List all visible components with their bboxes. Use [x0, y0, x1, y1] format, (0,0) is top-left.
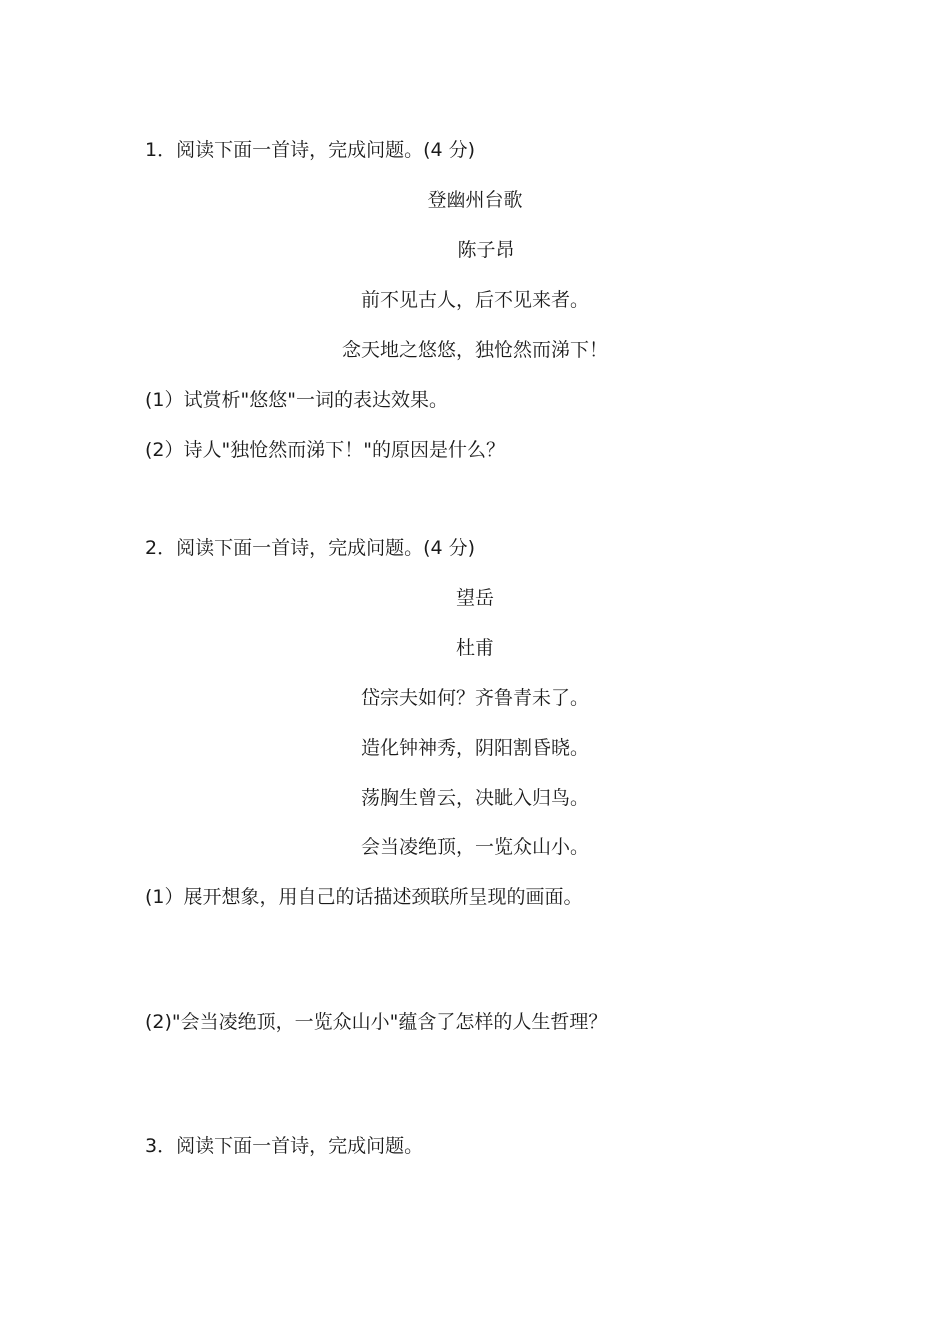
q2-sub-question: (1）展开想象，用自己的话描述颈联所呈现的画面。	[145, 886, 583, 908]
q2-heading: 2．阅读下面一首诗，完成问题。(4 分)	[145, 537, 476, 559]
q1-sub-question: (1）试赏析"悠悠"一词的表达效果。	[145, 389, 448, 411]
q2-poem-line: 荡胸生曾云，决眦入归鸟。	[360, 787, 589, 809]
q2-poem-line: 造化钟神秀，阴阳割昏晓。	[360, 737, 589, 759]
q2-poem-title: 望岳	[455, 587, 494, 609]
q1-poem-line: 前不见古人，后不见来者。	[360, 289, 589, 311]
q2-poem-line: 会当凌绝顶，一览众山小。	[360, 836, 589, 858]
q2-sub-question: (2)"会当凌绝顶，一览众山小"蕴含了怎样的人生哲理？	[145, 1011, 608, 1033]
q2-author: 杜甫	[455, 637, 494, 659]
q2-poem-line: 岱宗夫如何？齐鲁青未了。	[360, 687, 589, 709]
q1-poem-line: 念天地之悠悠，独怆然而涕下！	[341, 339, 608, 361]
q3-heading: 3．阅读下面一首诗，完成问题。	[145, 1135, 424, 1157]
q1-author: 陈子昂	[457, 239, 515, 261]
q1-heading: 1．阅读下面一首诗，完成问题。(4 分)	[145, 139, 476, 161]
q1-sub-question: (2）诗人"独怆然而涕下！"的原因是什么？	[145, 439, 505, 461]
q1-poem-title: 登幽州台歌	[427, 189, 523, 211]
